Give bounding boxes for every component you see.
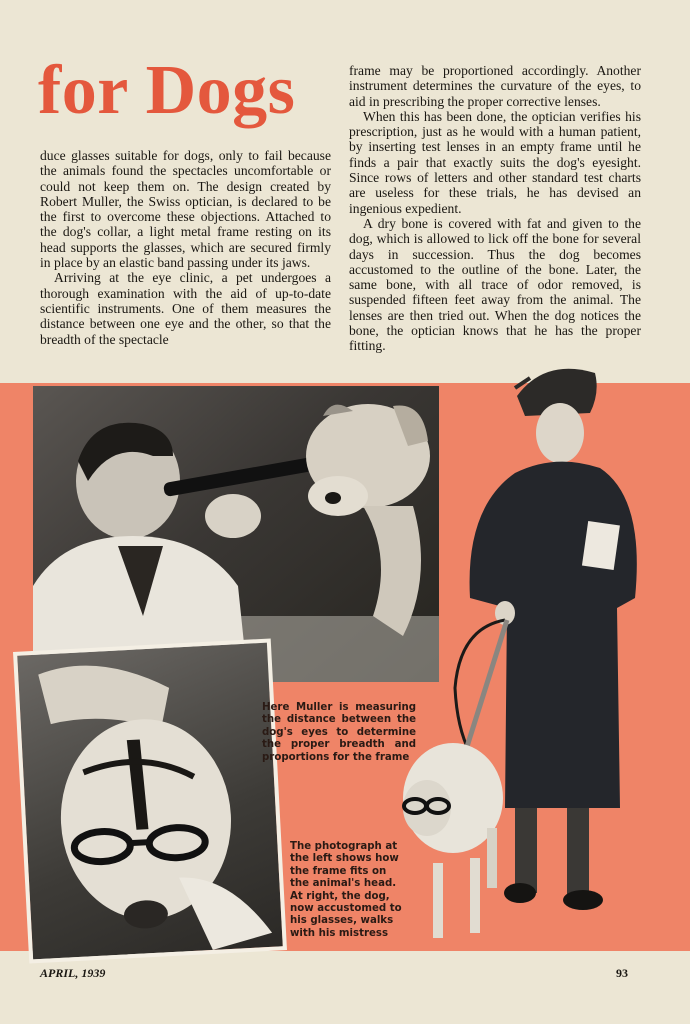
photo-caption-bottom: The photograph at the left shows how the frame fits on the animal's head. At right, the dog, now accustomed to his glasses, walks with his mistress [290,841,402,939]
photo-caption-top: Here Muller is measuring the distance between the dog's eyes to determine the proper breadth and proportions for the frame [262,702,416,763]
headline: for Dogs [38,52,296,129]
photo-optician-measuring-dog [33,386,439,682]
photo-dog-wearing-frame [13,638,287,963]
photo-illustration [17,643,283,960]
article-column-left [40,148,331,347]
paragraph: Arriving at the eye clinic, a pet undergoes a thorough examination with the aid of up-to-date scientific instruments. One of them measures the distance between one eye and the other, so that the breadth of the spectacle [40,270,331,347]
footer-date: APRIL, 1939 [40,966,106,980]
article-column-right [349,63,641,354]
paragraph: When this has been done, the optician verifies his prescription, just as he would with a human patient, by inserting test lenses in an empty frame until he finds a pair that exactly suits the dog's eyesight. Since rows of letters and other standard test charts are useless for these trials, he has devised an ingenious expedient. [349,108,641,216]
photo-illustration [33,386,439,682]
paragraph: duce glasses suitable for dogs, only to fail because the animals found the spectacles uncomfortable or could not keep them on. The design created by Robert Muller, the Swiss optician, is declared to be the first to overcome these objections. Attached to the dog's collar, a light metal frame resting on its head supports the glasses, which are secured firmly in place by an elastic band passing under its jaws. [40,148,331,271]
photo-woman-walking-dog [395,358,665,948]
page-number: 93 [616,966,628,980]
paragraph: frame may be proportioned accordingly. Another instrument determines the curvature of the eyes, to aid in prescribing the proper corrective lenses. [349,63,641,109]
paragraph: A dry bone is covered with fat and given to the dog, which is allowed to lick off the bone for several days in succession. Thus the dog becomes accustomed to the outline of the bone. Later, the same bone, with all trace of odor removed, is suspended fifteen feet away from the animal. The lenses are then tried out. When the dog notices the bone, the optician knows that he has the proper fitting. [349,215,641,354]
